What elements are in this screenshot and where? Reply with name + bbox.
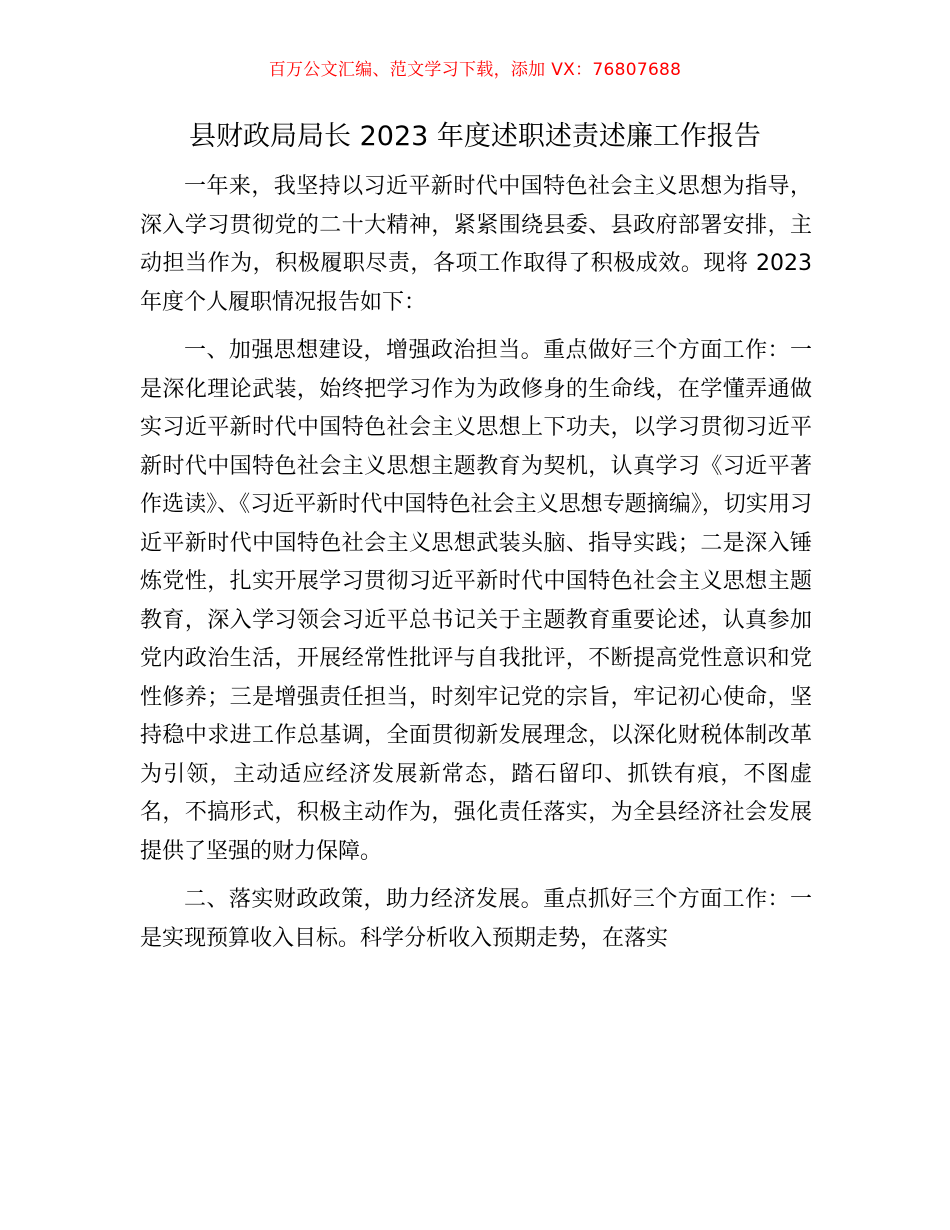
document-title: 县财政局局长 2023 年度述职述责述廉工作报告: [189, 121, 761, 152]
document-body: [140, 168, 812, 958]
paragraph-section-one: 一、加强思想建设，增强政治担当。重点做好三个方面工作：一是深化理论武装，始终把学习作为为政修身的生命线，在学懂弄通做实习近平新时代中国特色社会主义思想上下功夫，以学习贯彻习近平新时代中国特色社会主义思想主题教育为契机，认真学习《习近平著作选读》、《习近平新时代中国特色社会主义思想专题摘编》，切实用习近平新时代中国特色社会主义思想武装头脑、指导实践；二是深入锤炼党性，扎实开展学习贯彻习近平新时代中国特色社会主义思想主题教育，深入学习领会习近平总书记关于主题教育重要论述，认真参加党内政治生活，开展经常性批评与自我批评，不断提高党性意识和党性修养；三是增强责任担当，时刻牢记党的宗旨，牢记初心使命，坚持稳中求进工作总基调，全面贯彻新发展理念，以深化财税体制改革为引领，主动适应经济发展新常态，踏石留印、抓铁有痕，不图虚名，不搞形式，积极主动作为，强化责任落实，为全县经济社会发展提供了坚强的财力保障。: [140, 338, 812, 864]
watermark-header: 百万公文汇编、范文学习下载，添加 VX：76807688: [268, 60, 682, 80]
paragraph-section-two: 二、落实财政政策，助力经济发展。重点抓好三个方面工作：一是实现预算收入目标。科学分析收入预期走势，在落实: [140, 887, 812, 951]
paragraph-intro: 一年来，我坚持以习近平新时代中国特色社会主义思想为指导，深入学习贯彻党的二十大精神，紧紧围绕县委、县政府部署安排，主动担当作为，积极履职尽责，各项工作取得了积极成效。现将 2023 年度个人履职情况报告如下：: [140, 174, 812, 315]
